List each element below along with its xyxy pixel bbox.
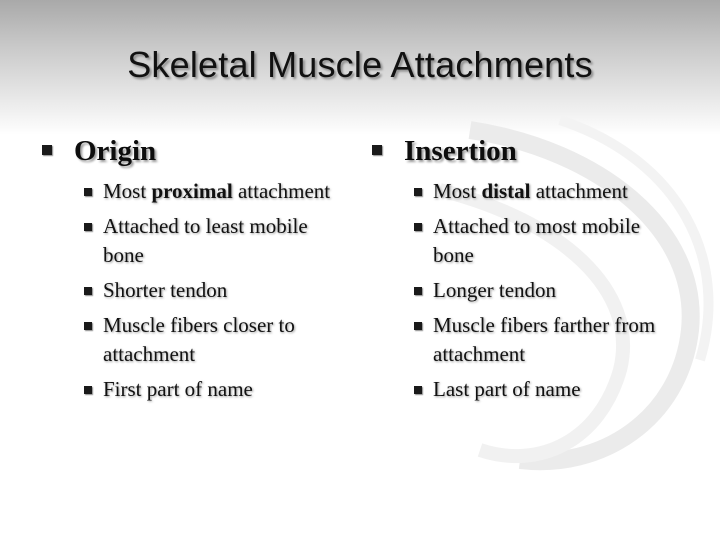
square-bullet-icon (84, 287, 92, 295)
item-text: Shorter tendon (103, 278, 228, 302)
square-bullet-icon (414, 223, 422, 231)
insertion-heading-row (372, 135, 672, 169)
item-emphasis: proximal (151, 179, 233, 203)
origin-column (42, 135, 342, 401)
square-bullet-icon (414, 188, 422, 196)
insertion-item (372, 311, 673, 369)
square-bullet-icon (42, 145, 52, 155)
item-text: Most (103, 179, 152, 203)
item-text: Muscle fibers farther from attachment (433, 313, 656, 366)
item-text-tail: attachment (232, 179, 331, 203)
insertion-item (372, 276, 673, 305)
origin-item (42, 311, 343, 369)
insertion-heading: Insertion (404, 135, 517, 167)
item-text: First part of name (103, 377, 253, 401)
origin-item (42, 375, 343, 404)
insertion-list (372, 177, 673, 410)
item-text: Most (433, 179, 482, 203)
insertion-item (372, 375, 673, 404)
origin-item (42, 177, 343, 206)
origin-list (42, 177, 343, 410)
item-text: Longer tendon (433, 278, 557, 302)
origin-heading-row (42, 135, 342, 169)
square-bullet-icon (414, 322, 422, 330)
item-text: Muscle fibers closer to attachment (103, 313, 295, 366)
square-bullet-icon (84, 188, 92, 196)
square-bullet-icon (84, 322, 92, 330)
item-text: Attached to least mobile bone (103, 214, 308, 267)
square-bullet-icon (372, 145, 382, 155)
item-text-tail: attachment (530, 179, 628, 203)
item-emphasis: distal (481, 179, 531, 203)
item-text: Last part of name (433, 377, 581, 401)
insertion-column (372, 135, 672, 401)
square-bullet-icon (84, 386, 92, 394)
origin-item (42, 212, 343, 270)
insertion-item (372, 212, 673, 270)
origin-heading: Origin (74, 135, 157, 167)
origin-item (42, 276, 343, 305)
square-bullet-icon (84, 223, 92, 231)
item-text: Attached to most mobile bone (433, 214, 641, 267)
square-bullet-icon (414, 287, 422, 295)
slide-title: Skeletal Muscle Attachments (127, 44, 593, 85)
insertion-item (372, 177, 673, 206)
square-bullet-icon (414, 386, 422, 394)
